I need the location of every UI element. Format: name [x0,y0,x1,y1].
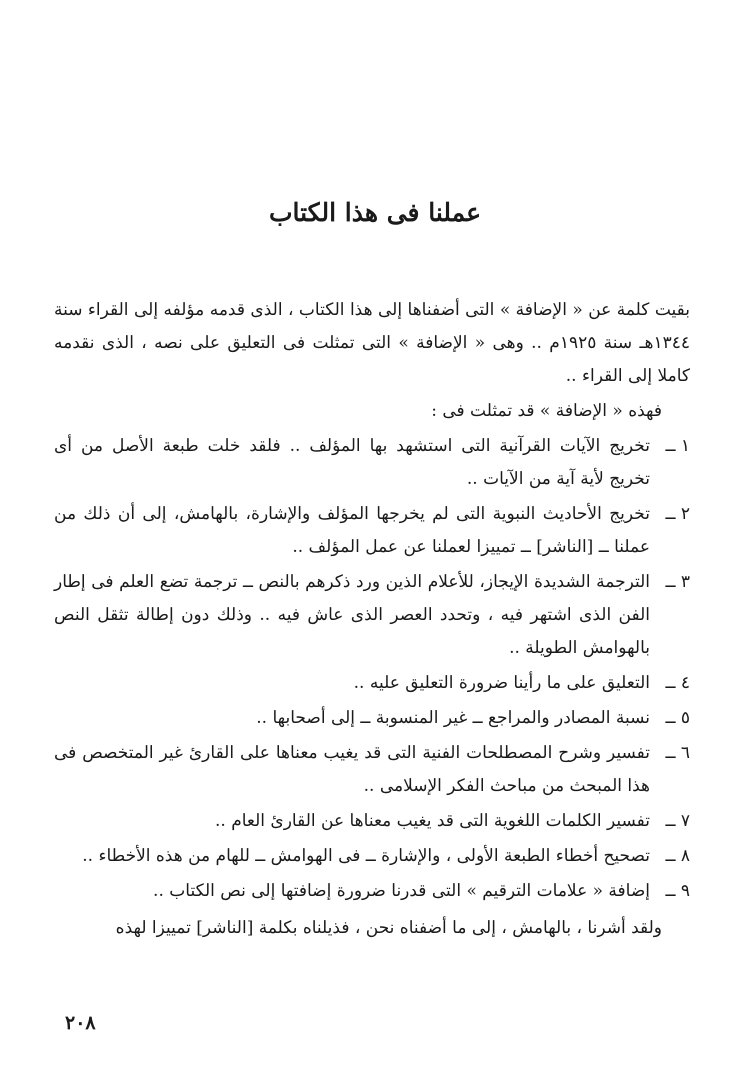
page-number: ٢٠٨ [65,1012,96,1034]
list-item-number: ٤ ــ [665,673,690,693]
list-item [54,430,690,496]
section-title: عملنا فى هذا الكتاب [268,198,482,227]
list-item-text: نسبة المصادر والمراجع ــ غير المنسوبة ــ إلى أصحابها .. [256,708,650,728]
list-item-text: تصحيح أخطاء الطبعة الأولى ، والإشارة ــ فى الهوامش ــ للهام من هذه الأخطاء .. [82,846,650,866]
list-item [54,667,690,700]
page-body [54,294,690,945]
list-item-text: تفسير وشرح المصطلحات الفنية التى قد يغيب معناها على القارئ غير المتخصص فى هذا المبحث من مباحث الفكر الإسلامى .. [54,743,650,796]
list-item [54,805,690,838]
list-item-number: ٦ ــ [665,743,690,763]
list-item-text: تفسير الكلمات اللغوية التى قد يغيب معناها عن القارئ العام .. [214,811,650,831]
list-item [54,566,690,665]
list-item-number: ٩ ــ [665,881,690,901]
list-item [54,702,690,735]
intro-line: فهذه « الإضافة » قد تمثلت فى : [431,401,662,421]
list-item-text: إضافة « علامات الترقيم » التى قدرنا ضرورة إضافتها إلى نص الكتاب .. [153,881,650,901]
list-item-text: الترجمة الشديدة الإيجاز، للأعلام الذين ورد ذكرهم بالنص ــ ترجمة تضع العلم فى إطار الفن الذى اشتهر فيه ، وتحدد العصر الذى عاش فيه .. وذلك دون إطالة تثقل النص بالهوامش الطويلة .. [54,572,650,658]
list-item-text: تخريج الأحاديث النبوية التى لم يخرجها المؤلف والإشارة، بالهامش، إلى أن ذلك من عملنا ــ [الناشر] ــ تمييزا لعملنا عن عمل المؤلف .. [54,504,650,557]
list-item-text: التعليق على ما رأينا ضرورة التعليق عليه .. [353,673,650,693]
opening-paragraph: بقيت كلمة عن « الإضافة » التى أضفناها إلى هذا الكتاب ، الذى قدمه مؤلفه إلى القراء سنة ١٣٤٤هـ سنة ١٩٢٥م .. وهى « الإضافة » التى تمثلت فى التعليق على نصه ، الذى نقدمه كاملا إلى القراء .. [54,300,690,386]
list-item-text: تخريج الآيات القرآنية التى استشهد بها المؤلف .. فلقد خلت طبعة الأصل من أى تخريج لأية آية من الآيات .. [54,436,650,489]
list-item-number: ٧ ــ [665,811,690,831]
list-item-number: ١ ــ [665,436,690,456]
list-item [54,498,690,564]
list-item-number: ٢ ــ [665,504,690,524]
closing-line: ولقد أشرنا ، بالهامش ، إلى ما أضفناه نحن ، فذيلناه بكلمة [الناشر] تمييزا لهذه [115,918,662,938]
list-item [54,840,690,873]
list-item-number: ٣ ــ [665,572,690,592]
list-item-number: ٥ ــ [665,708,690,728]
list-item-number: ٨ ــ [665,846,690,866]
list-item [54,875,690,908]
list-item [54,737,690,803]
